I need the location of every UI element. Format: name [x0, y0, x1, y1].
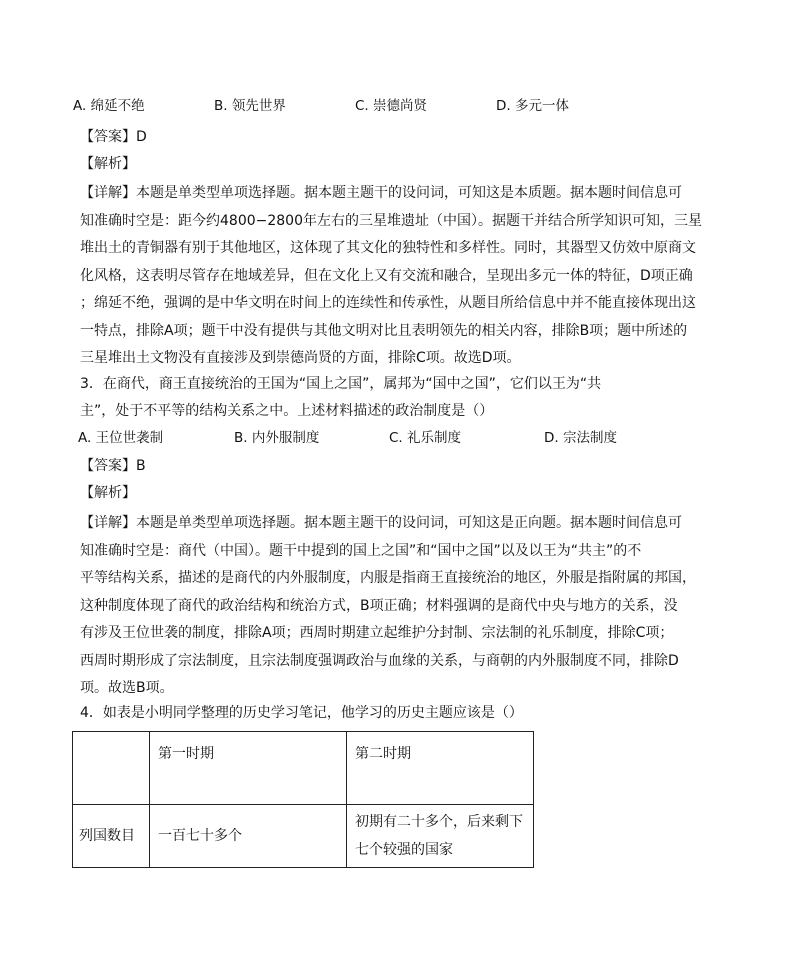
- explanation-line: 三星堆出土文物没有直接涉及到崇德尚贤的方面，排除C项。故选D项。: [80, 350, 521, 366]
- explanation-line: 一特点，排除A项；题干中没有提供与其他文明对比且表明领先的相关内容，排除B项；题中所述的: [80, 322, 688, 339]
- table-cell-line: 七个较强的国家: [355, 842, 453, 858]
- explanation-line: 化风格，这表明尽管存在地域差异，但在文化上又有交流和融合，呈现出多元一体的特征，D项正确: [80, 267, 693, 284]
- option-b: B. 领先世界: [214, 98, 286, 114]
- explanation-line: 有涉及王位世袭的制度，排除A项；西周时期建立起维护分封制、宗法制的礼乐制度，排除C项；: [80, 625, 674, 641]
- explanation-line: 【详解】本题是单类型单项选择题。据本题主题干的设问词，可知这是正向题。据本题时间信息可: [80, 515, 682, 531]
- option-d: D. 多元一体: [496, 98, 569, 114]
- table-cell-line: 初期有二十多个，后来剩下: [355, 814, 523, 830]
- explanation-line: ；绵延不绝，强调的是中华文明在时间上的连续性和传承性，从题目所给信息中并不能直接体现出这: [80, 295, 696, 311]
- explanation-paragraph: [80, 510, 700, 703]
- option-d: D. 宗法制度: [544, 430, 617, 446]
- explanation-line: 平等结构关系，描述的是商代的内外服制度，内服是指商王直接统治的地区，外服是指附属的邦国，: [80, 570, 696, 586]
- question-4-stem: 4．如表是小明同学整理的历史学习笔记，他学习的历史主题应该是（）: [80, 705, 523, 721]
- option-c: C. 崇德尚贤: [355, 98, 428, 114]
- answer-line: 【答案】D: [80, 129, 147, 145]
- explanation-line: 堆出土的青铜器有别于其他地区，这体现了其文化的独特性和多样性。同时，其器型又仿效中原商文: [80, 240, 696, 256]
- explanation-line: 知准确时空是：商代（中国）。题干中提到的国上之国”和“国中之国”以及以王为“共主”的不: [80, 542, 642, 559]
- option-a: A. 王位世袭制: [78, 430, 164, 446]
- table-row: [73, 805, 534, 868]
- explanation-line: 项。故选B项。: [80, 680, 174, 696]
- question-3-line-1: 3．在商代，商王直接统治的王国为“国上之国”，属邦为“国中之国”，它们以王为“共: [80, 376, 602, 392]
- analysis-heading: 【解析】: [80, 156, 136, 172]
- option-b: B. 内外服制度: [234, 430, 320, 446]
- option-a: A. 绵延不绝: [73, 98, 145, 114]
- option-c: C. 礼乐制度: [389, 430, 462, 446]
- explanation-paragraph: [80, 180, 700, 373]
- explanation-line: 【详解】本题是单类型单项选择题。据本题主题干的设问词，可知这是本质题。据本题时间信息可: [80, 185, 682, 201]
- table-row-label: 列国数目: [73, 805, 150, 868]
- table-header-cell: 第一时期: [150, 732, 347, 805]
- analysis-heading: 【解析】: [80, 485, 136, 501]
- question-3-line-2: 主”，处于不平等的结构关系之中。上述材料描述的政治制度是（）: [80, 403, 494, 419]
- table-header-cell: 第二时期: [347, 732, 534, 805]
- table-corner-cell: [73, 732, 150, 805]
- table-cell: [347, 805, 534, 868]
- explanation-line: 知准确时空是：距今约4800−2800年左右的三星堆遗址（中国）。据题干并结合所学知识可知，三星: [80, 212, 702, 229]
- table-header-row: [73, 732, 534, 805]
- answer-line: 【答案】B: [80, 458, 146, 474]
- study-notes-table: [72, 731, 534, 868]
- explanation-line: 这种制度体现了商代的政治结构和统治方式，B项正确；材料强调的是商代中央与地方的关系，没: [80, 597, 678, 614]
- table-cell: 一百七十多个: [150, 805, 347, 868]
- explanation-line: 西周时期形成了宗法制度，且宗法制度强调政治与血缘的关系，与商朝的内外服制度不同，排除D: [80, 652, 679, 669]
